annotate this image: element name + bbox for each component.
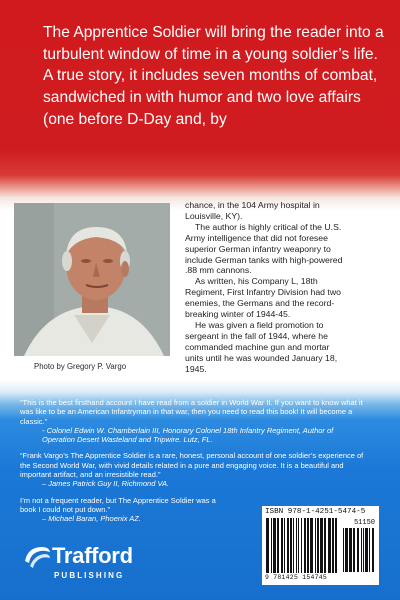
review-quote [20,451,368,488]
barcode-bar [332,518,334,573]
quote-attribution: - Colonel Edwin W. Chamberlain III, Honorary Colonel 18th Infantry Regiment, Author of Operation Desert Wasteland and Tripwire. Lutz, FL. [42,425,334,445]
barcode-bar [281,518,283,573]
author-photo [14,203,170,356]
barcode-bar [298,518,299,573]
barcode-bar [271,518,272,573]
quote-text: “This is the best firsthand account I have read from a soldier in World War II. If you want to know what it was like to be an American Infantryman in that war, then you need to read this book! It will become a classic.” [20,398,363,426]
barcode-bar [320,518,323,573]
barcode-bar [315,518,316,573]
isbn-label: ISBN 978-1-4251-5474-5 [265,508,366,516]
barcode-bar [328,518,331,573]
barcode-bar [287,518,289,573]
barcode-bar [296,518,297,573]
barcode-bar [284,518,285,573]
barcode-bars [266,518,338,573]
trafford-swirl-icon [22,541,52,571]
quote-attribution: – Michael Baran, Phoenix AZ. [42,514,141,524]
publisher-logo [22,541,132,585]
barcode-bar [293,518,294,573]
quote-text: “Frank Vargo’s The Apprentice Soldier is a rare, honest, personal account of one soldier’s experience of the Second World War, with vivid details related in a pure and engaging voice. It is a beautiful and important artifact, and an irresistible read.” [20,451,364,480]
barcode-bar [353,528,355,572]
barcode-bar [361,528,362,572]
price-barcode-bars [343,528,375,572]
barcode-bar [365,528,368,572]
photo-credit: Photo by Gregory P. Vargo [34,362,127,371]
price-code: 51150 [353,519,375,527]
barcode-bar [343,528,344,572]
barcode-bar [335,518,337,573]
barcode-bar [357,528,359,572]
review-quote [20,398,368,444]
publisher-name: Trafford [52,543,133,568]
body-text [185,200,347,375]
body-paragraph: The author is highly critical of the U.S. Army intelligence that did not foresee superior German infantry weaponry to include German tanks with high-powered .88 mm cannons. [185,221,343,276]
quote-text: I’m not a frequent reader, but The Apprentice Soldier was a book I could not put down.” [20,495,216,514]
barcode-bar [307,518,309,573]
body-paragraph: As written, his Company L, 18th Regiment, First Infantry Division had two enemies, the Germans and the record-breaking winter of 1944-45. [185,276,341,320]
barcode-bar [273,518,276,573]
barcode-bar [363,528,364,572]
isbn-barcode [262,506,379,585]
barcode-bar [277,518,279,573]
barcode-bar [301,518,302,573]
barcode-bar [304,518,306,573]
top-blurb: The Apprentice Soldier will bring the reader into a turbulent window of time in a young soldier’s life. A true story, it includes seven months of combat, sandwiched in with humor and two love affairs (one before D-Day and, by [43,24,384,128]
publisher-subtitle: PUBLISHING [54,571,125,580]
barcode-bar [372,528,374,572]
body-paragraph: He was given a field promotion to sergeant in the fall of 1944, where he commanded machine gun and mortar units until he was wounded January 18, 1945. [185,319,338,374]
review-quote [20,496,220,524]
barcode-bar [324,518,326,573]
ean-digits: 9 781425 154745 [265,574,328,581]
barcode-bar [290,518,292,573]
body-paragraph: chance, in the 104 Army hospital in Louisville, KY). [185,200,320,221]
barcode-bar [349,528,352,572]
barcode-bar [345,528,348,572]
barcode-bar [266,518,269,573]
barcode-bar [317,518,319,573]
barcode-bar [369,528,370,572]
barcode-bar [310,518,313,573]
quote-attribution: – James Patrick Guy II, Richmond VA. [42,479,170,489]
